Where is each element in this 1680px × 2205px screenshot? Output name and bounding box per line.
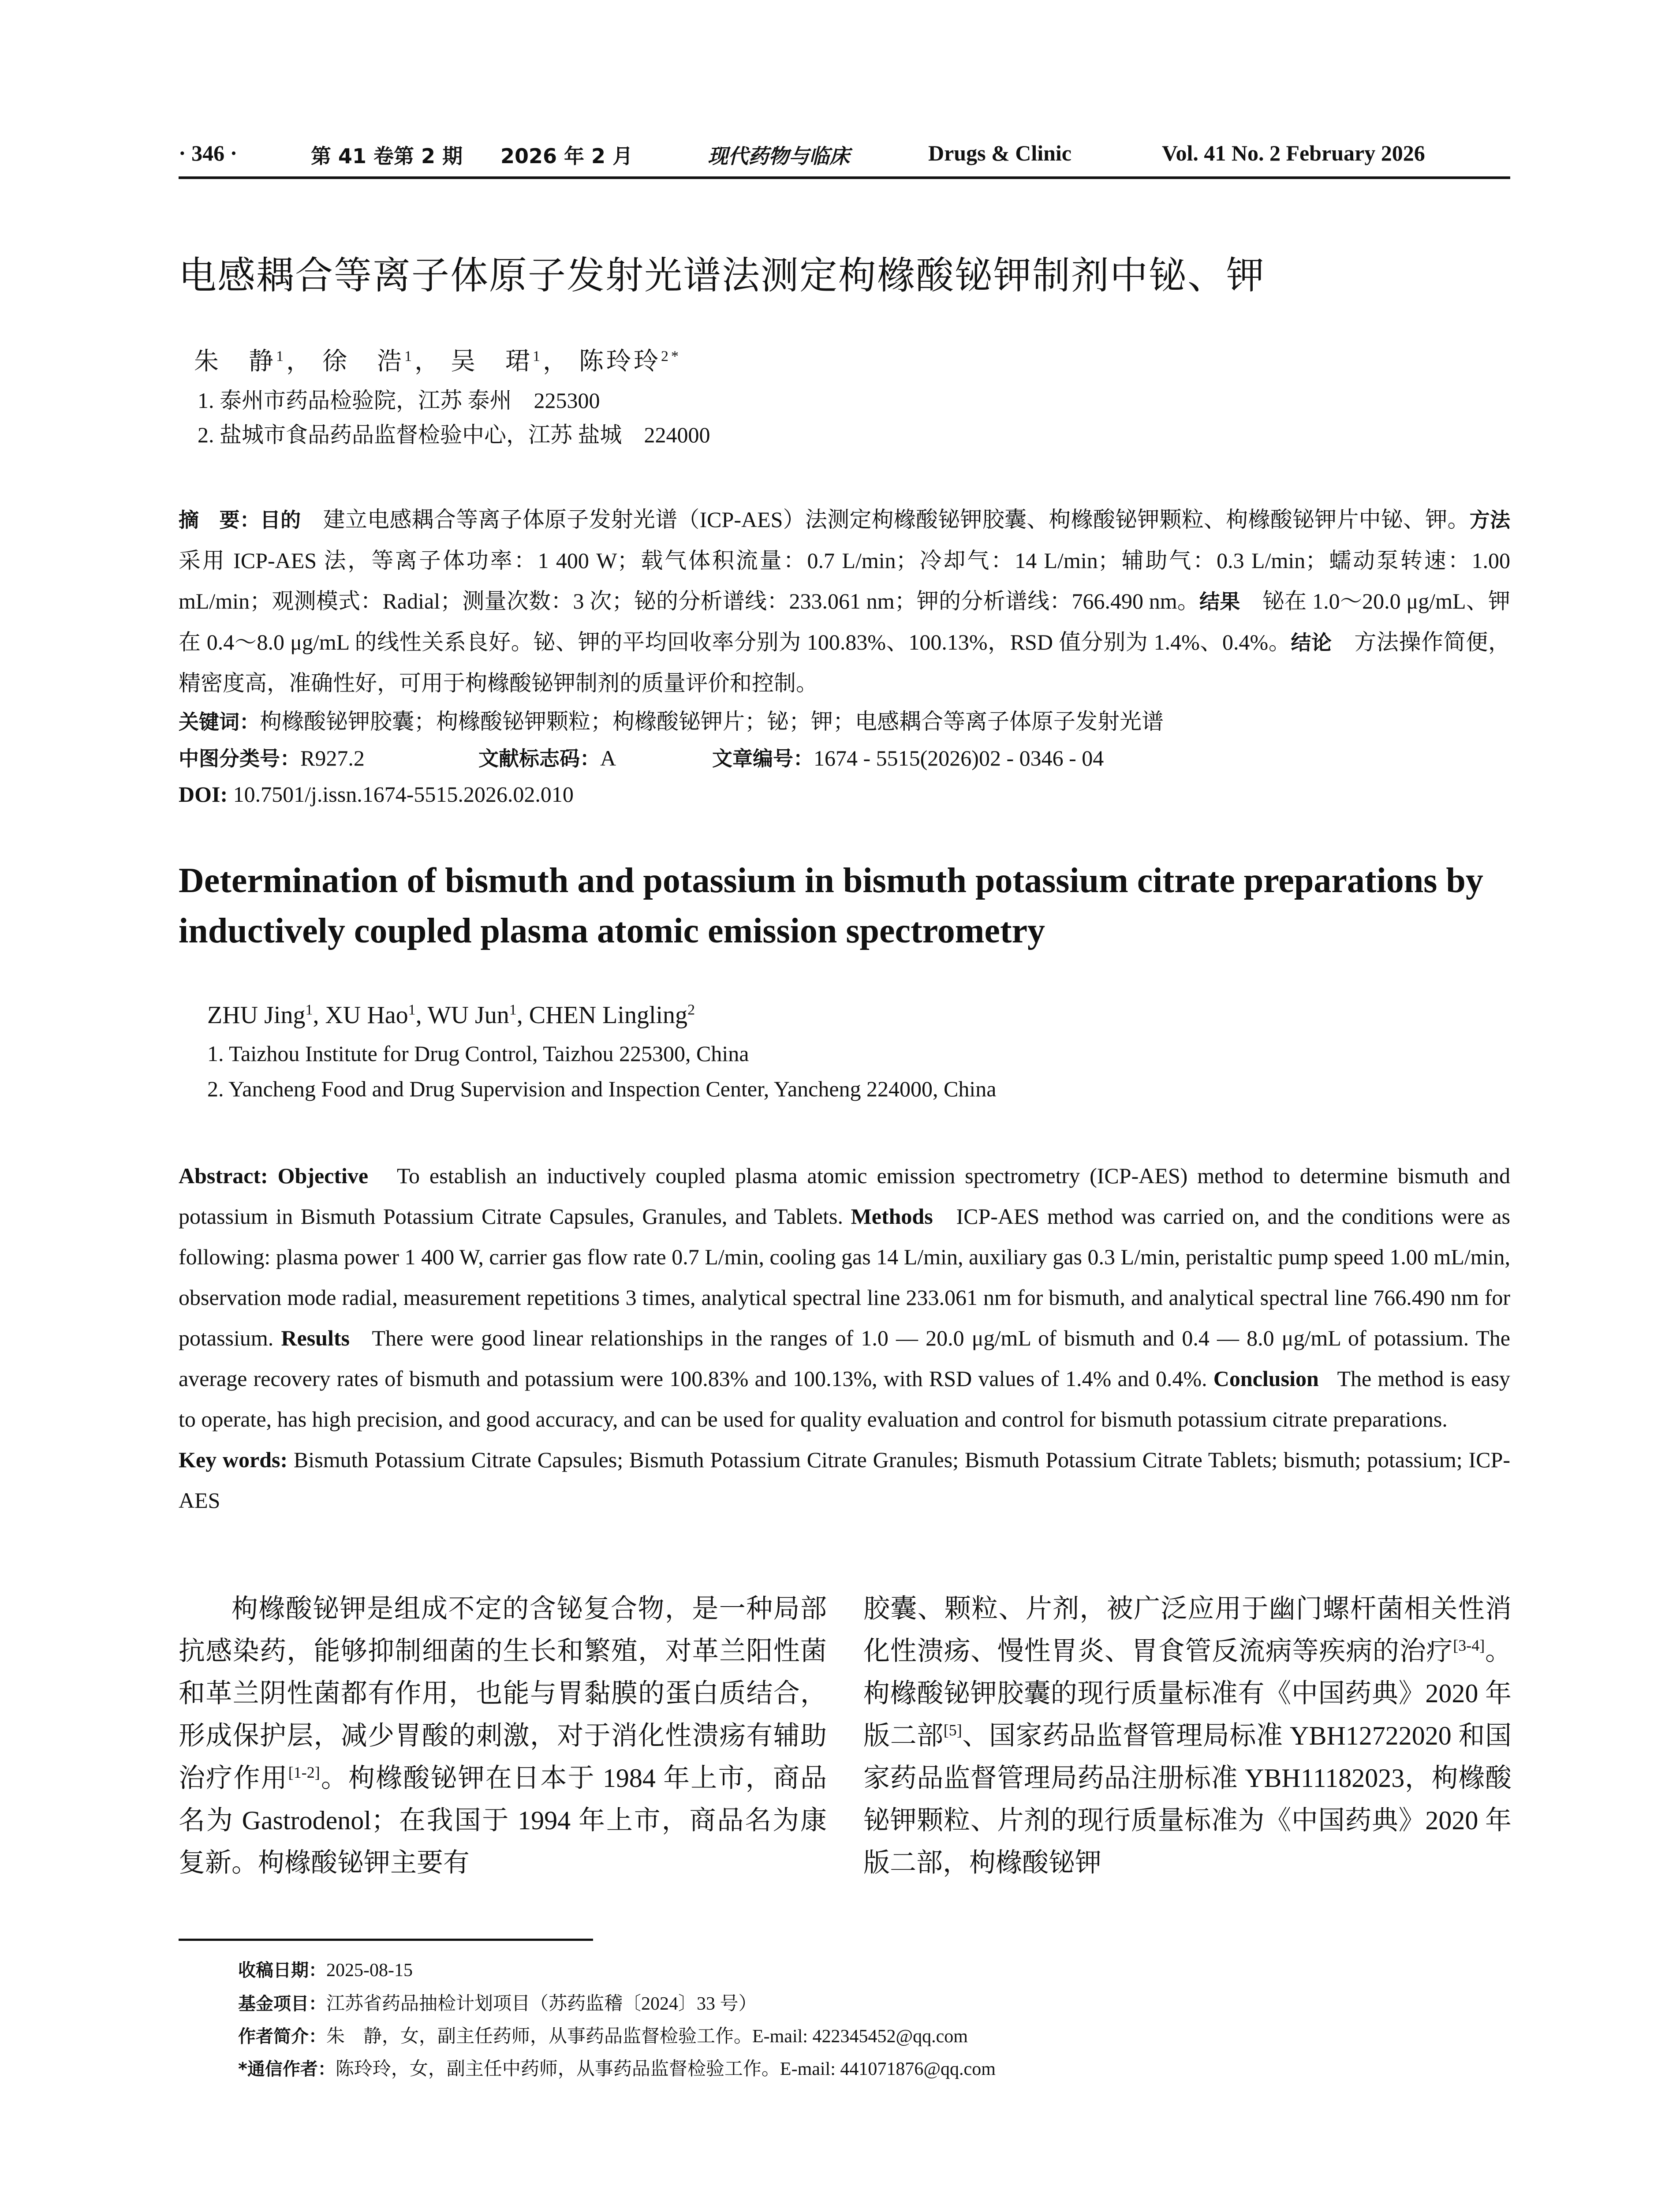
keywords-cn-text: 枸橼酸铋钾胶囊；枸橼酸铋钾颗粒；枸橼酸铋钾片；铋；钾；电感耦合等离子体原子发射光谱 [260, 709, 1164, 734]
article-title-cn: 电感耦合等离子体原子发射光谱法测定枸橼酸铋钾制剂中铋、钾 [179, 254, 1265, 298]
methods-label: 方法 [1469, 508, 1511, 532]
authors-en [207, 1001, 695, 1029]
author-cn: 朱 静$^1$， [194, 348, 314, 375]
results-text: 铋在 1.0～20.0 μg/mL、钾在 0.4～8.0 μg/mL 的线性关系良好。铋、钾的平均回收率分别为 100.83%、100.13%，RSD 值分别为 1.4%、0.4%。 [179, 589, 1510, 654]
journal-name-en: Drugs & Clinic [928, 141, 1071, 165]
article-title-en: Determination of bismuth and potassium in bismuth potassium citrate preparations by inductively coupled plasma atomic emission spectrometry [179, 861, 1483, 950]
author-en: ZHU Jing$^1$, [207, 1002, 325, 1029]
abstract-en-label: Abstract: [179, 1163, 268, 1188]
abstract-cn [179, 499, 1510, 703]
running-header [179, 140, 1510, 176]
citation-ref[interactable]: [1-2] [288, 1764, 320, 1781]
abstract-label: 摘 要： [179, 508, 260, 532]
page-number: · 346 · [179, 141, 238, 165]
methods-en-text: ICP-AES method was carried on, and the conditions were as following: plasma power 1 400 W, carrier gas flow rate 0.7 L/min, cooling gas 14 L/min, auxiliary gas 0.3 L/min, peristaltic pump speed 1.00 mL/min, observation mode radial, measurement repetitions 3 times, analytical spectral line 233.061 nm for bismuth, and analytical spectral line 766.490 nm for potassium. [179, 1204, 1511, 1350]
article-no-value: 1674 - 5515(2026)02 - 0346 - 04 [814, 746, 1104, 770]
affiliation-cn-1: 1. 泰州市药品检验院，江苏 泰州 225300 [198, 388, 600, 413]
affiliation-en-1: 1. Taizhou Institute for Drug Control, Taizhou 225300, China [207, 1041, 749, 1066]
author-cn: 吴 珺$^1$， [451, 348, 570, 375]
footnote-fund: 基金项目：江苏省药品抽检计划项目（苏药监稽〔2024〕33 号） [238, 1994, 757, 2014]
conclusion-text: 方法操作简便，精密度高，准确性好，可用于枸橼酸铋钾制剂的质量评价和控制。 [179, 630, 1510, 695]
footnote-rule [179, 1939, 593, 1941]
authors-cn [194, 342, 681, 377]
results-en-label: Results [281, 1326, 350, 1350]
footnote-corresponding: *通信作者：陈玲玲，女，副主任中药师，从事药品监督检验工作。E-mail: 441071876@qq.com [238, 2059, 996, 2079]
affiliation-cn-2: 2. 盐城市食品药品监督检验中心，江苏 盐城 224000 [198, 422, 710, 447]
body-column-right: 胶囊、颗粒、片剂，被广泛应用于幽门螺杆菌相关性消化性溃疡、慢性胃炎、胃食管反流病等疾病的治疗[3-4]。枸橼酸铋钾胶囊的现行质量标准有《中国药典》2020 年版二部[5]、国家药品监督管理局标准 YBH12722020 和国家药品监督管理局药品注册标准 YBH11182023，枸橼酸铋钾颗粒、片剂的现行质量标准为《中国药典》2020 年版二部，枸橼酸铋钾 [863, 1594, 1512, 1877]
author-cn: 陈玲玲$^{2*}$ [579, 348, 681, 375]
date-cn: 2026 年 2 月 [500, 144, 633, 168]
footnote-received: 收稿日期：2025-08-15 [238, 1960, 413, 1981]
keywords-en-text: Bismuth Potassium Citrate Capsules; Bismuth Potassium Citrate Granules; Bismuth Potassium Citrate Tablets; bismuth; potassium; ICP-AES [179, 1447, 1510, 1513]
objective-en-label: Objective [277, 1163, 369, 1188]
author-en: XU Hao$^1$, [325, 1002, 428, 1029]
doi-link[interactable]: 10.7501/j.issn.1674-5515.2026.02.010 [233, 782, 574, 807]
doc-code-value: A [600, 746, 616, 770]
abstract-en [179, 1155, 1510, 1521]
header-rule [179, 176, 1510, 179]
objective-label: 目的 [260, 508, 301, 532]
volume-cn: 第 41 卷第 2 期 [311, 144, 463, 168]
methods-en-label: Methods [851, 1204, 933, 1229]
conclusion-en-label: Conclusion [1213, 1366, 1319, 1391]
keywords-en-label: Key words: [179, 1447, 288, 1472]
conclusion-label: 结论 [1291, 631, 1332, 654]
doi-line: DOI: 10.7501/j.issn.1674-5515.2026.02.010 [179, 782, 574, 807]
results-en-text: There were good linear relationships in the ranges of 1.0 — 20.0 μg/mL of bismuth and 0.4 — 8.0 μg/mL of potassium. The average recovery rates of bismuth and potassium were 100.83% and 100.13%, with RSD values of 1.4% and 0.4%. [179, 1326, 1510, 1391]
objective-en-text: To establish an inductively coupled plasma atomic emission spectrometry (ICP-AES) method to determine bismuth and potassium in Bismuth Potassium Citrate Capsules, Granules, and Tablets. [179, 1163, 1510, 1229]
journal-name-cn: 现代药物与临床 [708, 144, 850, 168]
results-label: 结果 [1199, 590, 1240, 613]
author-cn: 徐 浩$^1$， [322, 348, 442, 375]
citation-ref[interactable]: [3-4] [1453, 1637, 1485, 1654]
footnote-author: 作者简介：朱 静，女，副主任药师，从事药品监督检验工作。E-mail: 422345452@qq.com [238, 2026, 968, 2047]
clc-value: R927.2 [300, 746, 365, 770]
citation-ref[interactable]: [5] [943, 1721, 962, 1739]
conclusion-en-text: The method is easy to operate, has high precision, and good accuracy, and can be used for quality evaluation and control for bismuth potassium citrate preparations. [179, 1366, 1510, 1431]
volume-en: Vol. 41 No. 2 February 2026 [1162, 141, 1425, 165]
author-en: WU Jun$^1$, [427, 1002, 529, 1029]
methods-text: 采用 ICP-AES 法，等离子体功率：1 400 W；载气体积流量：0.7 L/min；冷却气：14 L/min；辅助气：0.3 L/min；蠕动泵转速：1.00 mL/min；观测模式：Radial；测量次数：3 次；铋的分析谱线：233.061 nm；钾的分析谱线：766.490 nm。 [179, 548, 1510, 613]
affiliation-en-2: 2. Yancheng Food and Drug Supervision and Inspection Center, Yancheng 224000, China [207, 1076, 997, 1101]
author-en: CHEN Lingling$^2$ [529, 1002, 695, 1029]
objective-text: 建立电感耦合等离子体原子发射光谱（ICP-AES）法测定枸橼酸铋钾胶囊、枸橼酸铋钾颗粒、枸橼酸铋钾片中铋、钾。 [323, 507, 1470, 532]
body-column-left: 枸橼酸铋钾是组成不定的含铋复合物，是一种局部抗感染药，能够抑制细菌的生长和繁殖，对革兰阳性菌和革兰阴性菌都有作用，也能与胃黏膜的蛋白质结合，形成保护层，减少胃酸的刺激，对于消化性溃疡有辅助治疗作用[1-2]。枸橼酸铋钾在日本于 1984 年上市，商品名为 Gastrodenol；在我国于 1994 年上市，商品名为康复新。枸橼酸铋钾主要有 [179, 1594, 827, 1877]
keywords-cn: 关键词：枸橼酸铋钾胶囊；枸橼酸铋钾颗粒；枸橼酸铋钾片；铋；钾；电感耦合等离子体原子发射光谱 [179, 709, 1164, 734]
